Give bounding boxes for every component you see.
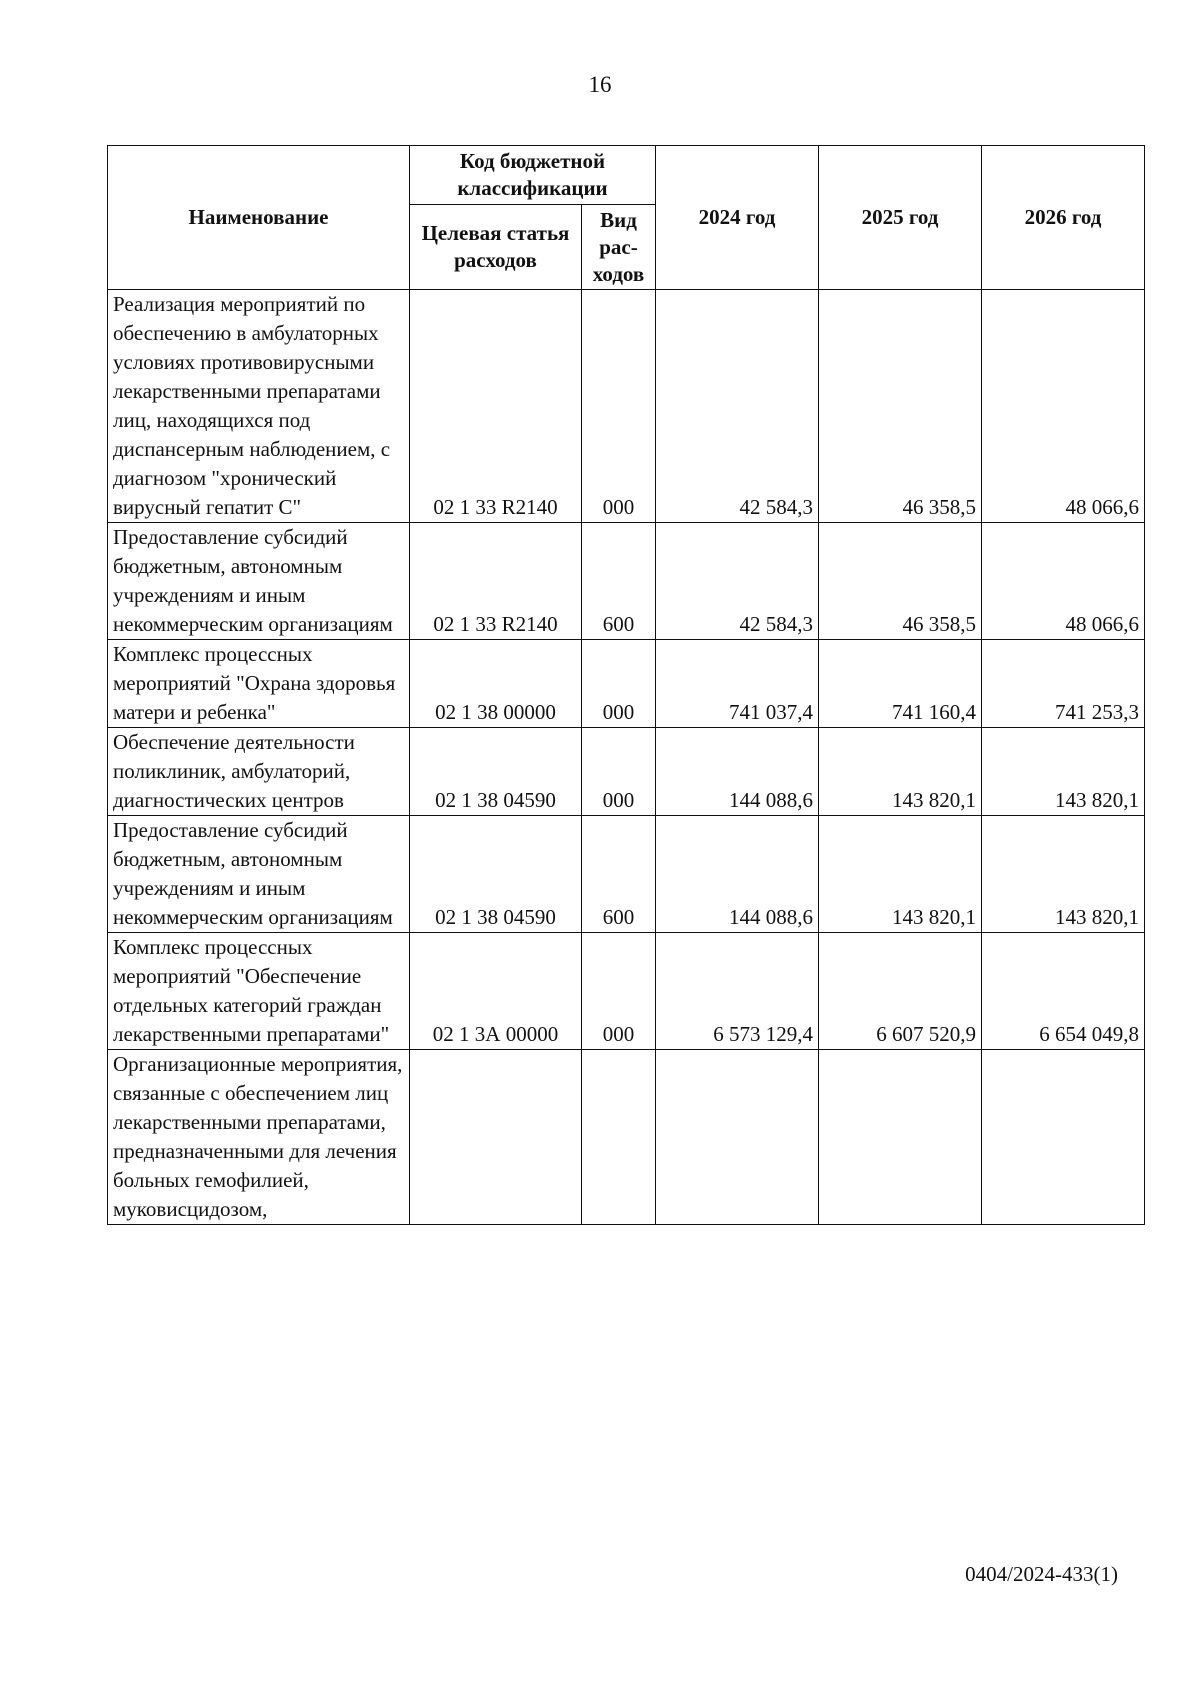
row-value-2026: 143 820,1 <box>982 728 1145 816</box>
row-target-code: 02 1 33 R2140 <box>410 290 582 523</box>
budget-table <box>107 145 1145 1225</box>
row-target-code: 02 1 3А 00000 <box>410 933 582 1050</box>
row-expense-kind: 000 <box>582 728 656 816</box>
row-target-code: 02 1 33 R2140 <box>410 523 582 640</box>
row-value-2025: 143 820,1 <box>819 816 982 933</box>
page-number: 16 <box>588 72 612 97</box>
row-value-2024: 741 037,4 <box>656 640 819 728</box>
row-name: Обеспечение деятельности поликлиник, амбулаторий, диагностических центров <box>108 728 410 816</box>
table-row <box>108 640 1145 728</box>
row-value-2024: 144 088,6 <box>656 728 819 816</box>
row-target-code: 02 1 38 00000 <box>410 640 582 728</box>
row-expense-kind: 000 <box>582 290 656 523</box>
row-name: Предоставление субсидий бюджетным, автономным учреждениям и иным некоммерческим организациям <box>108 523 410 640</box>
row-name: Комплекс процессных мероприятий "Обеспечение отдельных категорий граждан лекарственными препаратами" <box>108 933 410 1050</box>
row-name: Реализация мероприятий по обеспечению в амбулаторных условиях противовирусными лекарственными препаратами лиц, находящихся под диспансерным наблюдением, с диагнозом "хронический вирусный гепатит С" <box>108 290 410 523</box>
row-target-code: 02 1 38 04590 <box>410 816 582 933</box>
row-value-2024: 6 573 129,4 <box>656 933 819 1050</box>
table-row <box>108 290 1145 523</box>
row-name: Комплекс процессных мероприятий "Охрана здоровья матери и ребенка" <box>108 640 410 728</box>
header-expense-kind: Вид рас-ходов <box>582 205 656 290</box>
row-value-2025: 143 820,1 <box>819 728 982 816</box>
row-value-2025: 6 607 520,9 <box>819 933 982 1050</box>
table-row <box>108 1050 1145 1225</box>
row-expense-kind: 600 <box>582 523 656 640</box>
document-registration-number: 0404/2024-433(1) <box>965 1562 1118 1586</box>
row-name: Организационные мероприятия, связанные с обеспечением лиц лекарственными препаратами, предназначенными для лечения больных гемофилией, муковисцидозом, <box>108 1050 410 1225</box>
header-year-2025: 2025 год <box>819 146 982 290</box>
row-value-2026: 143 820,1 <box>982 816 1145 933</box>
header-year-2024: 2024 год <box>656 146 819 290</box>
row-value-2025 <box>819 1050 982 1225</box>
row-value-2024 <box>656 1050 819 1225</box>
table-row <box>108 933 1145 1050</box>
header-target-article: Целевая статья расходов <box>410 205 582 290</box>
row-target-code: 02 1 38 04590 <box>410 728 582 816</box>
row-value-2026: 741 253,3 <box>982 640 1145 728</box>
table-row <box>108 728 1145 816</box>
row-value-2026 <box>982 1050 1145 1225</box>
row-value-2025: 46 358,5 <box>819 523 982 640</box>
row-value-2026: 48 066,6 <box>982 290 1145 523</box>
row-value-2025: 741 160,4 <box>819 640 982 728</box>
table-header <box>108 146 1145 290</box>
row-value-2024: 144 088,6 <box>656 816 819 933</box>
row-value-2024: 42 584,3 <box>656 290 819 523</box>
table-row <box>108 523 1145 640</box>
row-value-2026: 48 066,6 <box>982 523 1145 640</box>
header-code-group: Код бюджетной классификации <box>410 146 656 205</box>
row-expense-kind <box>582 1050 656 1225</box>
row-value-2025: 46 358,5 <box>819 290 982 523</box>
header-year-2026: 2026 год <box>982 146 1145 290</box>
table-row <box>108 816 1145 933</box>
row-expense-kind: 000 <box>582 640 656 728</box>
row-expense-kind: 000 <box>582 933 656 1050</box>
row-value-2024: 42 584,3 <box>656 523 819 640</box>
row-target-code <box>410 1050 582 1225</box>
row-value-2026: 6 654 049,8 <box>982 933 1145 1050</box>
row-expense-kind: 600 <box>582 816 656 933</box>
header-name: Наименование <box>108 146 410 290</box>
row-name: Предоставление субсидий бюджетным, автономным учреждениям и иным некоммерческим организациям <box>108 816 410 933</box>
